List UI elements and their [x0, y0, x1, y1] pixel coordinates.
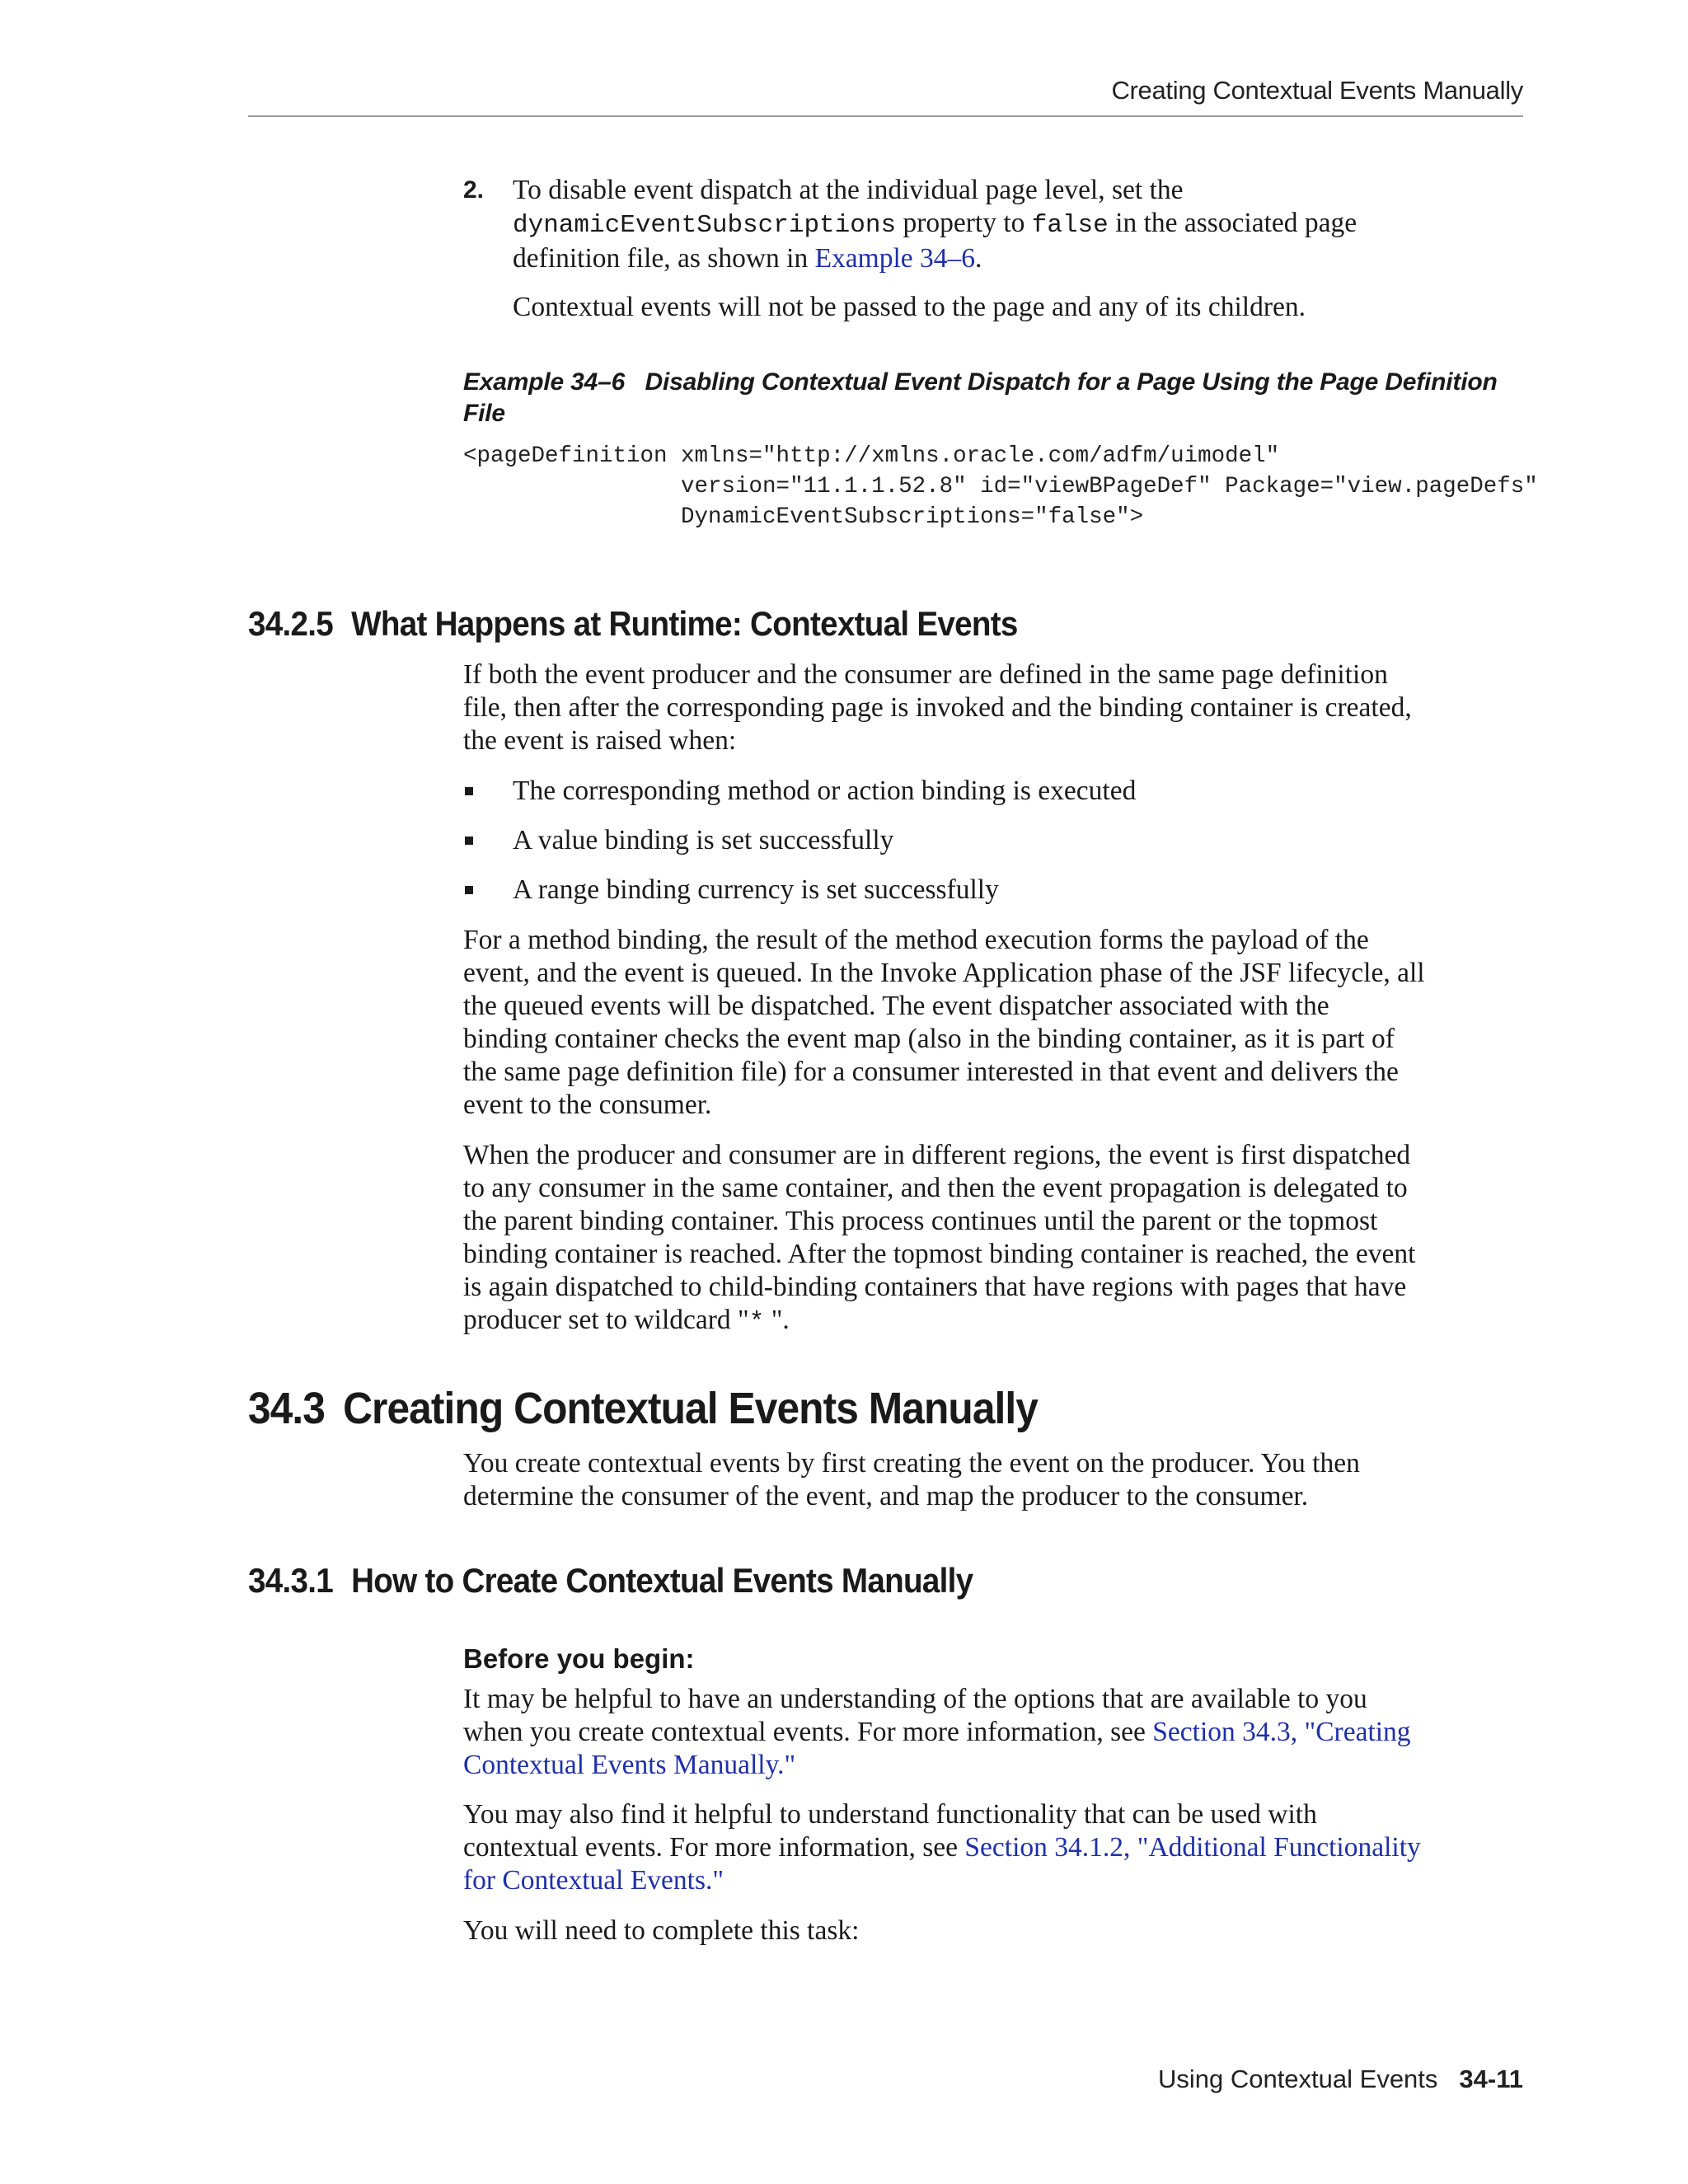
para-line: to any consumer in the same container, and then the event propagation is delegated to: [463, 1173, 1408, 1203]
running-footer: [248, 2064, 1523, 2094]
section-number: 34.3: [248, 1384, 326, 1433]
runtime-intro: [463, 658, 1526, 757]
section-title: What Happens at Runtime: Contextual Events: [351, 604, 1018, 643]
section-title: How to Create Contextual Events Manually: [351, 1561, 973, 1600]
intro-line: the event is raised when:: [463, 725, 737, 756]
code-block: <pageDefinition xmlns="http://xmlns.oracle.com/adfm/uimodel" version="11.1.1.52.8" id="viewBPageDef" Package="view.pageDefs" DynamicEventSubscriptions="false">: [463, 443, 1538, 530]
method-binding-paragraph: [463, 924, 1526, 1122]
bullet-text: A range binding currency is set successfully: [513, 874, 999, 905]
section-heading-34-2-5: [248, 604, 1018, 644]
task-intro: You will need to complete this task:: [463, 1915, 860, 1946]
para-line: the queued events will be dispatched. The event dispatcher associated with the: [463, 991, 1329, 1021]
bullet-square-icon: [465, 787, 473, 795]
header-rule: [248, 115, 1523, 117]
example-title: Disabling Contextual Event Dispatch for a Page Using the Page Definition File: [463, 368, 1498, 427]
bullet-square-icon: [465, 837, 473, 845]
step-number: 2.: [463, 176, 485, 204]
para-line: binding container is reached. After the topmost binding container is reached, the event: [463, 1239, 1416, 1269]
before-you-begin-heading: Before you begin:: [463, 1643, 695, 1674]
para-line: You may also find it helpful to understand functionality that can be used with: [463, 1799, 1317, 1830]
section-34-3-link[interactable]: Contextual Events Manually.": [463, 1750, 796, 1780]
bullet-text: A value binding is set successfully: [513, 825, 894, 855]
para-line: the same page definition file) for a consumer interested in that event and delivers the: [463, 1057, 1399, 1087]
para-line: producer set to wildcard ": [463, 1305, 749, 1335]
understanding-paragraph: [463, 1683, 1526, 1782]
section-34-1-2-link[interactable]: for Contextual Events.": [463, 1865, 724, 1896]
para-line: binding container checks the event map (also in the binding container, as it is part of: [463, 1024, 1395, 1054]
section-heading-34-3-1: [248, 1561, 973, 1601]
para-line: It may be helpful to have an understanding of the options that are available to you: [463, 1684, 1367, 1714]
step-after: in the associated page: [1108, 208, 1357, 238]
step-text: [513, 174, 1526, 275]
example-34-6-link[interactable]: Example 34–6: [814, 243, 976, 274]
code-false: false: [1031, 211, 1109, 240]
section-34-3-link[interactable]: Section 34.3, "Creating: [1152, 1717, 1411, 1747]
step-line3-post: .: [975, 243, 982, 274]
section-34-1-2-link[interactable]: Section 34.1.2, "Additional Functionality: [964, 1832, 1421, 1863]
para-line: event, and the event is queued. In the Invoke Application phase of the JSF lifecycle, all: [463, 958, 1425, 988]
intro-line: file, then after the corresponding page is invoked and the binding container is created,: [463, 692, 1412, 723]
para-line: the parent binding container. This process continues until the parent or the topmost: [463, 1206, 1378, 1236]
functionality-paragraph: [463, 1798, 1526, 1897]
section-title: Creating Contextual Events Manually: [343, 1384, 1039, 1433]
bullet-square-icon: [465, 886, 473, 894]
example-label: Example 34–6: [463, 368, 626, 396]
para-line: event to the consumer.: [463, 1090, 712, 1120]
para-line: when you create contextual events. For more information, see: [463, 1717, 1153, 1747]
section-number: 34.3.1: [248, 1561, 334, 1600]
step-line1: To disable event dispatch at the individual page level, set the: [513, 175, 1184, 205]
section-number: 34.2.5: [248, 604, 334, 643]
step-note: Contextual events will not be passed to the page and any of its children.: [513, 292, 1306, 322]
wildcard-code: *: [748, 1308, 765, 1337]
para-line: is again dispatched to child-binding containers that have regions with pages that have: [463, 1272, 1407, 1302]
footer-title: Using Contextual Events: [1157, 2064, 1438, 2093]
regions-paragraph: [463, 1139, 1526, 1339]
creating-events-intro: [463, 1447, 1526, 1513]
section-heading-34-3: [248, 1383, 1038, 1434]
intro-line: If both the event producer and the consumer are defined in the same page definition: [463, 659, 1388, 690]
para-line: You create contextual events by first creating the event on the producer. You then: [463, 1448, 1360, 1479]
para-line-end: ".: [764, 1305, 790, 1335]
bullet-text: The corresponding method or action binding is executed: [513, 776, 1137, 806]
para-line: contextual events. For more information, see: [463, 1832, 965, 1863]
code-property: dynamicEventSubscriptions: [513, 211, 897, 240]
step-mid: property to: [896, 208, 1032, 238]
example-caption: [463, 367, 1526, 429]
running-header: Creating Contextual Events Manually: [1111, 76, 1523, 105]
para-line: For a method binding, the result of the method execution forms the payload of the: [463, 925, 1369, 955]
page-number: 34-11: [1459, 2064, 1523, 2093]
para-line: determine the consumer of the event, and map the producer to the consumer.: [463, 1481, 1309, 1511]
step-line3-pre: definition file, as shown in: [513, 243, 815, 274]
para-line: When the producer and consumer are in different regions, the event is first dispatched: [463, 1140, 1411, 1170]
